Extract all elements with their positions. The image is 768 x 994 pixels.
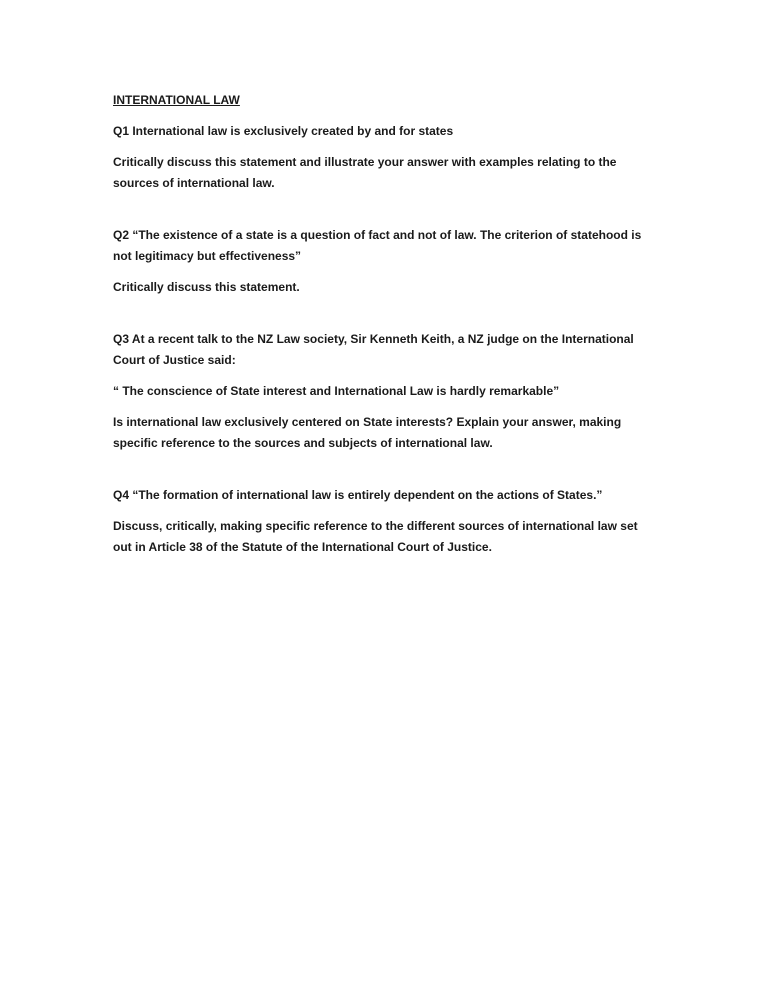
document-title: INTERNATIONAL LAW (113, 93, 240, 107)
spacer (113, 308, 653, 329)
q1-heading: Q1 International law is exclusively created by and for states (113, 124, 454, 138)
spacer (113, 464, 653, 485)
q3-quote: “ The conscience of State interest and International Law is hardly remarkable” (113, 384, 560, 398)
q2-heading: Q2 “The existence of a state is a question of fact and not of law. The criterion of statehood is not legitimacy but effectiveness” (113, 228, 642, 263)
q4-prompt: Discuss, critically, making specific reference to the different sources of international law set out in Article 38 of the Statute of the International Court of Justice. (113, 519, 638, 554)
q3-heading: Q3 At a recent talk to the NZ Law society, Sir Kenneth Keith, a NZ judge on the International Court of Justice said: (113, 332, 634, 367)
spacer (113, 204, 653, 225)
document-body (113, 90, 653, 568)
q1-prompt: Critically discuss this statement and illustrate your answer with examples relating to the sources of international law. (113, 155, 617, 190)
q2-prompt: Critically discuss this statement. (113, 280, 300, 294)
q4-heading: Q4 “The formation of international law is entirely dependent on the actions of States.” (113, 488, 603, 502)
q3-prompt: Is international law exclusively centered on State interests? Explain your answer, making specific reference to the sources and subjects of international law. (113, 415, 622, 450)
